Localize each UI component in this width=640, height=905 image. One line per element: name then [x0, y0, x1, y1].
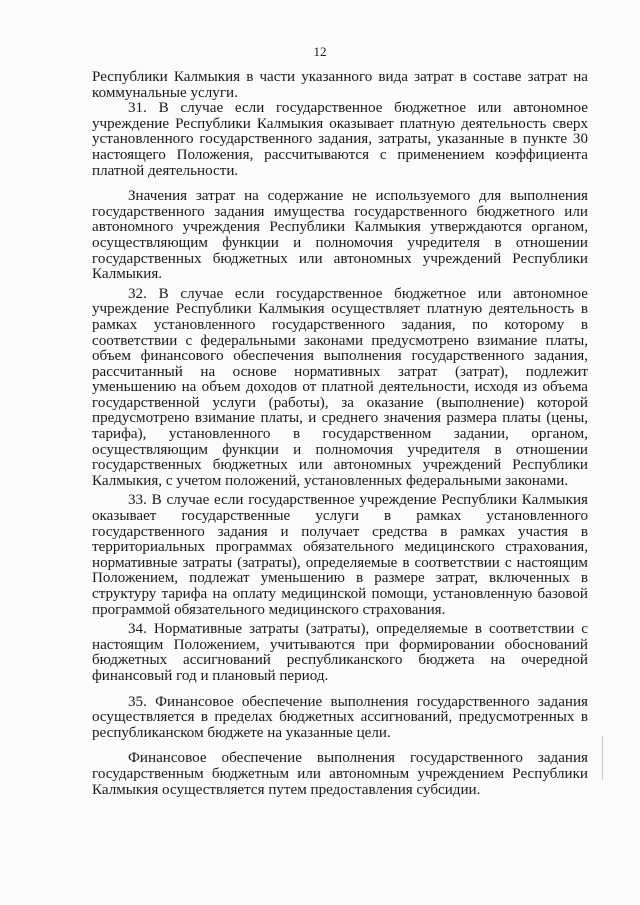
paragraph-31-costs: Значения затрат на содержание не используемого для выполнения государственного задания имущества государственного бюджетного или автономного учреждения Республики Калмыкия утверждаются органом, осуществляющим функции и полномочия учредителя в отношении государственных бюджетных или автономных учреждений Республики Калмыкия. [92, 188, 588, 283]
paragraph-continuation: Республики Калмыкия в части указанного вида затрат в составе затрат на коммунальные услуги. [92, 69, 588, 101]
page-number: 12 [313, 44, 327, 59]
paragraph-32: 32. В случае если государственное бюджетное или автономное учреждение Республики Калмыкия осуществляет платную деятельность в рамках установленного государственного задания, по которому в соответствии с федеральными законами предусмотрено взимание платы, объем финансового обеспечения выполнения государственного задания, рассчитанный на основе нормативных затрат (затрат), подлежит уменьшению на объем доходов от платной деятельности, исходя из объема государственной услуги (работы), за оказание (выполнение) которой предусмотрено взимание платы, и среднего значения размера платы (цены, тарифа), установленного в государственном задании, органом, осуществляющим функции и полномочия учредителя в отношении государственных бюджетных или автономных учреждений Республики Калмыкия, с учетом положений, установленных федеральными законами. [92, 285, 588, 489]
paragraph-35-subsidy: Финансовое обеспечение выполнения государственного задания государственным бюджетным или автономным учреждением Республики Калмыкия осуществляется путем предоставления субсидии. [92, 750, 588, 798]
scan-margin-mark [602, 736, 603, 780]
paragraph-34: 34. Нормативные затраты (затраты), определяемые в соответствии с настоящим Положением, учитываются при формировании обоснований бюджетных ассигнований республиканского бюджета на очередной финансовый год и плановый период. [92, 621, 588, 684]
paragraph-31: 31. В случае если государственное бюджетное или автономное учреждение Республики Калмыкия оказывает платную деятельность сверх установленного государственного задания, затраты, указанные в пункте 30 настоящего Положения, рассчитываются с применением коэффициента платной деятельности. [92, 100, 588, 179]
document-body [92, 70, 588, 798]
paragraph-35: 35. Финансовое обеспечение выполнения государственного задания осуществляется в пределах бюджетных ассигнований, предусмотренных в республиканском бюджете на указанные цели. [92, 693, 588, 741]
paragraph-33: 33. В случае если государственное учреждение Республики Калмыкия оказывает государственные услуги в рамках установленного государственного задания и получает средства в рамках участия в территориальных программах обязательного медицинского страхования, нормативные затраты (затраты), определяемые в соответствии с настоящим Положением, подлежат уменьшению в размере затрат, включенных в структуру тарифа на оплату медицинской помощи, установленную базовой программой обязательного медицинского страхования. [92, 492, 588, 618]
